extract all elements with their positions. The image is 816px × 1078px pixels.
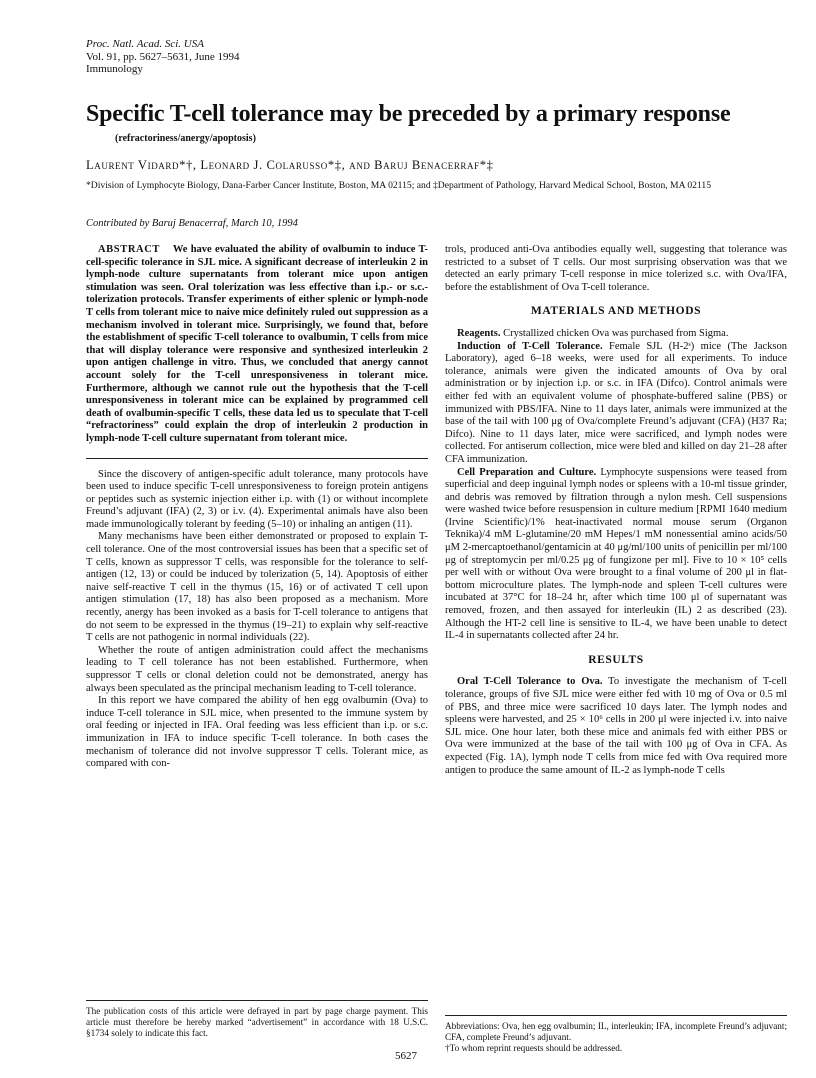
right-column bbox=[445, 244, 787, 777]
left-column bbox=[86, 244, 428, 771]
methods-culture bbox=[445, 467, 787, 643]
intro-continued: trols, produced anti-Ova antibodies equally well, suggesting that tolerance was restricted to a subset of T cells. Our most surprising observation was that we detected an early primary T-cell response in mice tolerized s.c. with Ova/IFA, before the establishment of Ova T-cell tolerance. bbox=[445, 244, 787, 293]
volume-line: Vol. 91, pp. 5627–5631, June 1994 bbox=[86, 50, 240, 63]
abstract bbox=[86, 244, 428, 446]
journal-section: Immunology bbox=[86, 63, 143, 75]
paper-title: Specific T-cell tolerance may be preceded by a primary response bbox=[86, 101, 731, 127]
journal-name: Proc. Natl. Acad. Sci. USA bbox=[86, 38, 204, 50]
page-number: 5627 bbox=[395, 1050, 417, 1062]
contributed-by: Contributed by Baruj Benacerraf, March 10, 1994 bbox=[86, 218, 298, 229]
oral-text: To investigate the mechanism of T-cell tolerance, groups of five SJL mice were either fed with 10 mg of Ova or 0.5 ml of PBS, and three mice were sacrificed 10 days later. The lymph nodes and spleens were harvested, and 25 × 10⁶ cells in 200 μl were injected i.v. into naive SJL mice. One hour later, both these mice and animals fed with either PBS or Ova were immunized at the base of the tail with 100 μg of Ova in CFA. As expected (Fig. 1A), lymph node T cells from mice fed with Ova required more antigen to produce the same amount of IL-2 as lymph-node T cells bbox=[445, 676, 787, 776]
methods-induction bbox=[445, 341, 787, 467]
culture-text: Lymphocyte suspensions were teased from superficial and deep inguinal lymph nodes or spleens with a 10-ml tissue grinder, and debris was removed by filtration through a nylon mesh. Cell suspensions were washed twice before resuspension in culture medium [RPMI 1640 medium (Irvine Scientific)/1% heat-inactivated normal mouse serum (Organon Teknika)/4 mM L-glutamine/20 mM Hepes/1 mM nonessential amino acids/50 μM 2-mercaptoethanol/gentamicin at 40 μg/ml/100 units of penicillin per ml/100 μg of streptomycin per ml/0.25 μg of fungizone per ml]. Five to 10 × 10⁵ cells per well with or without Ova were brought to a final volume of 200 μl in flat-bottom microculture plates. The lymph-node and spleen T-cell cultures were incubated at 37°C for 18–24 hr, after which time 100 μl of supernatant was removed, frozen, and then assayed for interleukin (IL) 2 as described (23). Although the HT-2 cell line is sensitive to IL-4, we have been unable to detect IL-4 in supernatants collected after 24 hr. bbox=[445, 466, 787, 642]
reagents-heading: Reagents. bbox=[457, 327, 501, 339]
keywords: (refractoriness/anergy/apoptosis) bbox=[115, 133, 256, 144]
abstract-divider bbox=[86, 458, 428, 459]
results-oral bbox=[445, 676, 787, 777]
author-list: Laurent Vidard*†, Leonard J. Colarusso*‡, and Baruj Benacerraf*‡ bbox=[86, 158, 494, 172]
reagents-text: Crystallized chicken Ova was purchased from Sigma. bbox=[503, 327, 729, 339]
intro-paragraph: In this report we have compared the ability of hen egg ovalbumin (Ova) to induce T-cell tolerance in SJL mice, when presented to the immune system by oral feeding or injected in IFA. Oral feeding was less efficient than i.p. or s.c. immunization in IFA to induce specific T-cell tolerance. In both cases the mechanism of tolerance did not involve suppressor T cells. Tolerant mice, as compared with con- bbox=[86, 695, 428, 770]
abbreviations-footnote bbox=[445, 1015, 787, 1054]
intro-paragraph: Whether the route of antigen administration could affect the mechanisms leading to T cell tolerance has not been established. Furthermore, when suppressor T cells or clonal deletion could not be demonstrated, anergy has always been speculated as the principal mechanism leading to T-cell tolerance. bbox=[86, 644, 428, 694]
intro-paragraph: Since the discovery of antigen-specific adult tolerance, many protocols have been used to induce specific T-cell unresponsiveness to foreign protein antigens or peptides such as systemic injection either i.p. with (1) or without incomplete Freund’s adjuvant (IFA) (2, 3) or i.v. (4). Experimental animals have also been made immunologically tolerant by feeding (5–10) or inhaling an antigen (11). bbox=[86, 468, 428, 530]
reprint-note: †To whom reprint requests should be addressed. bbox=[445, 1043, 623, 1053]
induction-heading: Induction of T-Cell Tolerance. bbox=[457, 340, 603, 352]
journal-header bbox=[86, 38, 240, 76]
oral-heading: Oral T-Cell Tolerance to Ova. bbox=[457, 676, 603, 688]
abbreviations: Abbreviations: Ova, hen egg ovalbumin; IL, interleukin; IFA, incomplete Freund’s adjuvant; CFA, complete Freund’s adjuvant. bbox=[445, 1021, 787, 1042]
abstract-heading: ABSTRACT bbox=[98, 244, 160, 255]
results-heading: RESULTS bbox=[588, 653, 644, 666]
affiliations: *Division of Lymphocyte Biology, Dana-Farber Cancer Institute, Boston, MA 02115; and ‡Department of Pathology, Harvard Medical School, Boston, MA 02115 bbox=[86, 180, 712, 191]
intro-paragraph: Many mechanisms have been either demonstrated or proposed to explain T-cell tolerance. One of the most controversial issues has been that a specific set of T cells, known as suppressor T cells, was responsible for the tolerance to self-antigen (12, 13) or could be induced by tolerization (5, 14). Apoptosis of either naive self-reactive T cell in the thymus (15, 16) or of activated T cell upon antigen stimulation (17, 18) has also been proposed as a mechanism. More recently, anergy has been invoked as a basis for T-cell tolerance to antigens that do not seem to be expressed in the thymus (19–21) to explain why self-reactive T cells are not pathogenic in normal individuals (22). bbox=[86, 531, 428, 644]
induction-text: Female SJL (H-2ˢ) mice (The Jackson Laboratory), aged 6–18 weeks, were used for all experiments. To induce tolerance, animals were given the indicated amounts of Ova by oral administration or by injection i.p. or s.c. in IFA (Difco). Control animals were either fed with an equivalent volume of phosphate-buffered saline (PBS) or immunized with PBS/IFA. Nine to 11 days later, animals were immunized at the base of the tail with 100 μg of Ova/complete Freund’s adjuvant (CFA) (H37 Ra; Difco). Nine to 11 days later, mice were sacrificed, and lymph nodes were collected. For antiserum collection, mice were bled and killed on day 21–28 after CFA immunization. bbox=[445, 340, 787, 465]
methods-heading: MATERIALS AND METHODS bbox=[530, 305, 702, 318]
methods-reagents bbox=[445, 328, 787, 341]
culture-heading: Cell Preparation and Culture. bbox=[457, 466, 597, 478]
publication-cost-footnote: The publication costs of this article were defrayed in part by page charge payment. This article must therefore be hereby marked “advertisement” in accordance with 18 U.S.C. §1734 solely to indicate this fact. bbox=[86, 1000, 428, 1039]
abstract-text: We have evaluated the ability of ovalbumin to induce T-cell-specific tolerance in SJL mice. A significant decrease of interleukin 2 in lymph-node culture supernatants from tolerant mice upon antigen stimulation was seen. Oral tolerization was less effective than i.p.- or s.c.-tolerization protocols. Transfer experiments of either splenic or lymph-node T cells from tolerant mice to naive mice definitely ruled out suppression as a mechanism involved in tolerant mice. Surprisingly, we found that, before the establishment of specific T-cell tolerance to ovalbumin, T cells from mice that will display tolerance were responsive and synthesized interleukin 2 upon antigen challenge in vitro. Thus, we concluded that anergy cannot account solely for the T-cell unresponsiveness in tolerant mice. Furthermore, although we cannot rule out the hypothesis that the T-cell unresponsiveness in tolerant mice can be explained by programmed cell death of ovalbumin-specific T cells, these data led us to speculate that T-cell “refractoriness” could explain the drop of interleukin 2 production in lymph-node T-cell culture supernatant from tolerant mice. bbox=[86, 244, 429, 444]
